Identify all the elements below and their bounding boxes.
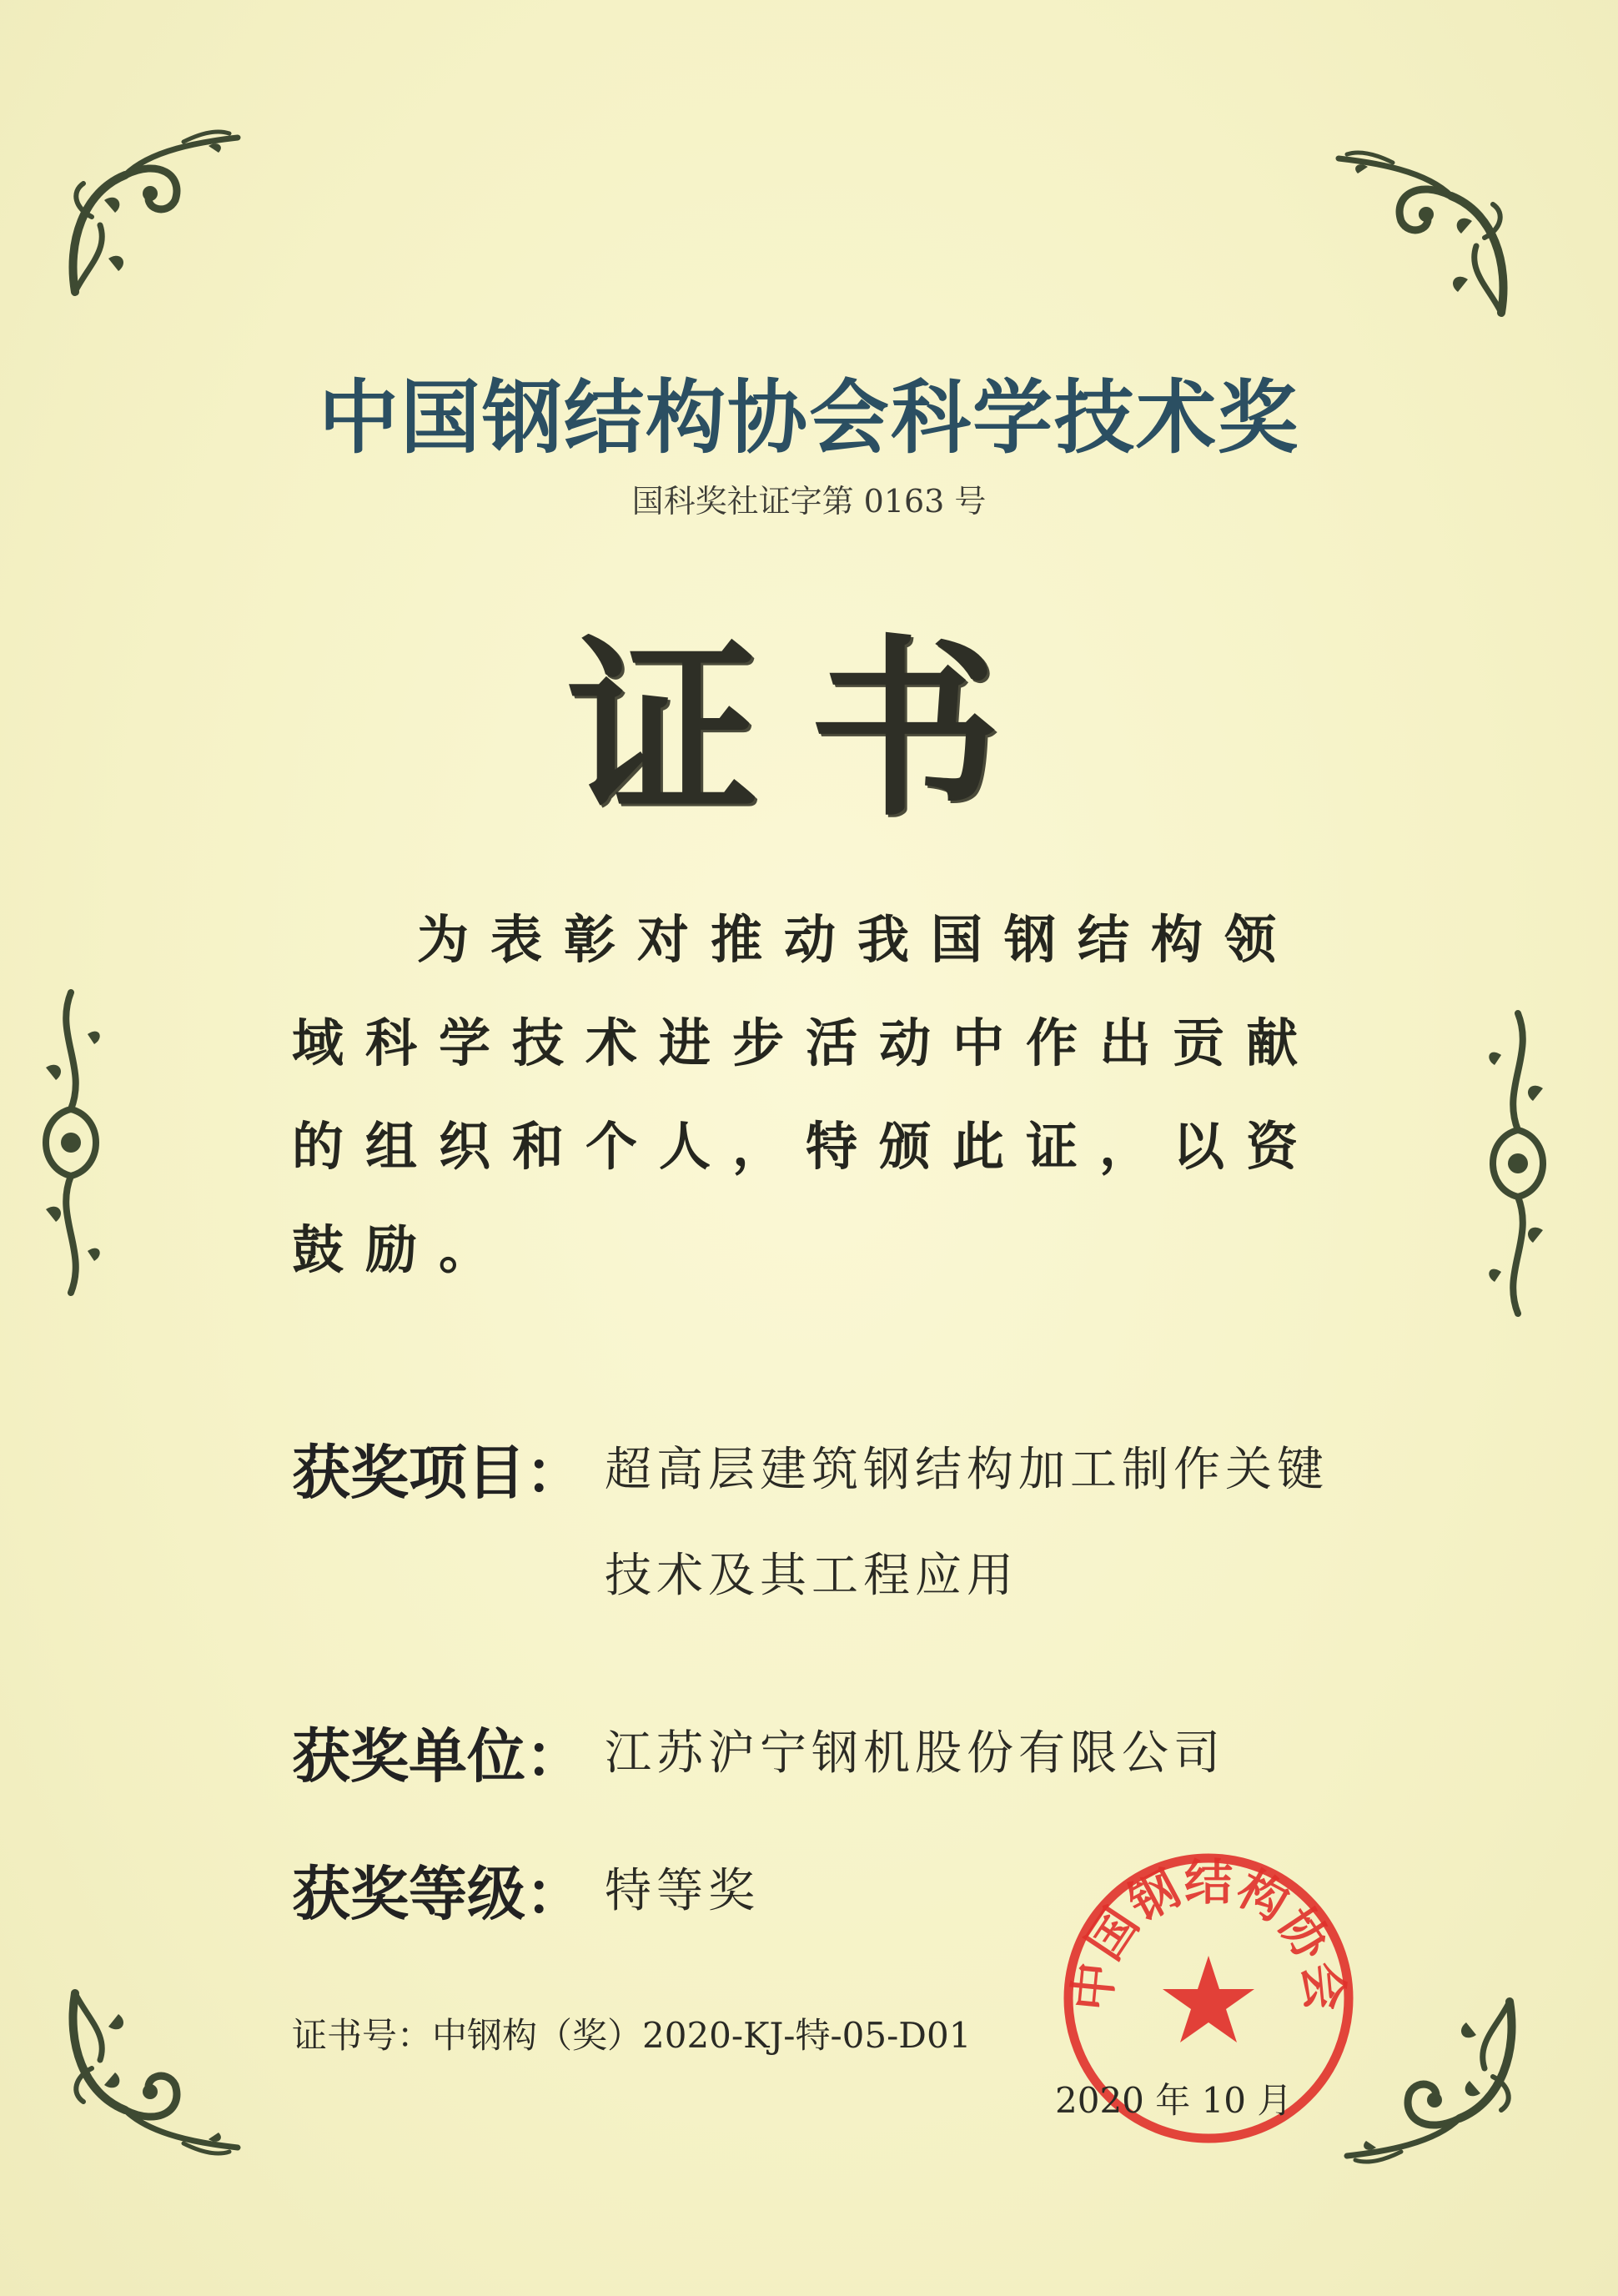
corner-ornament-top-left	[58, 125, 250, 317]
award-title: 中国钢结构协会科学技术奖	[319, 371, 1299, 465]
level-value: 特等奖	[605, 1864, 760, 1918]
project-value-line2: 技术及其工程应用	[605, 1549, 1018, 1603]
scroll-ornament-icon	[58, 125, 250, 317]
star-icon	[1163, 1956, 1254, 2042]
issue-date: 2020 年 10 月	[1055, 2080, 1293, 2121]
project-label: 获奖项目：	[292, 1439, 584, 1507]
scroll-ornament-icon	[58, 1968, 250, 2160]
side-ornament-icon	[21, 984, 113, 1301]
side-ornament-left	[21, 984, 113, 1301]
corner-ornament-bottom-left	[58, 1968, 250, 2160]
level-label: 获奖等级：	[292, 1860, 584, 1928]
side-ornament-icon	[1476, 1005, 1568, 1322]
seal-text: 中国钢结构协会	[1063, 1853, 1354, 2014]
project-value-line1: 超高层建筑钢结构加工制作关键	[605, 1443, 1329, 1497]
certificate-body-text: 为表彰对推动我国钢结构领域科学技术进步活动中作出贡献的组织和个人，特颁此证，以资鼓励。	[292, 909, 1320, 1280]
unit-label: 获奖单位：	[292, 1722, 584, 1791]
scroll-ornament-icon	[1326, 146, 1518, 338]
registration-number: 国科奖社证字第 0163 号	[631, 483, 987, 520]
scroll-ornament-icon	[1334, 1977, 1526, 2168]
corner-ornament-bottom-right	[1334, 1977, 1526, 2168]
certificate-heading: 证书	[567, 617, 1051, 842]
corner-ornament-top-right	[1326, 146, 1518, 338]
side-ornament-right	[1476, 1005, 1568, 1322]
certificate-number: 证书号：中钢构（奖）2020-KJ-特-05-D01	[292, 2015, 972, 2056]
unit-value: 江苏沪宁钢机股份有限公司	[605, 1726, 1225, 1781]
